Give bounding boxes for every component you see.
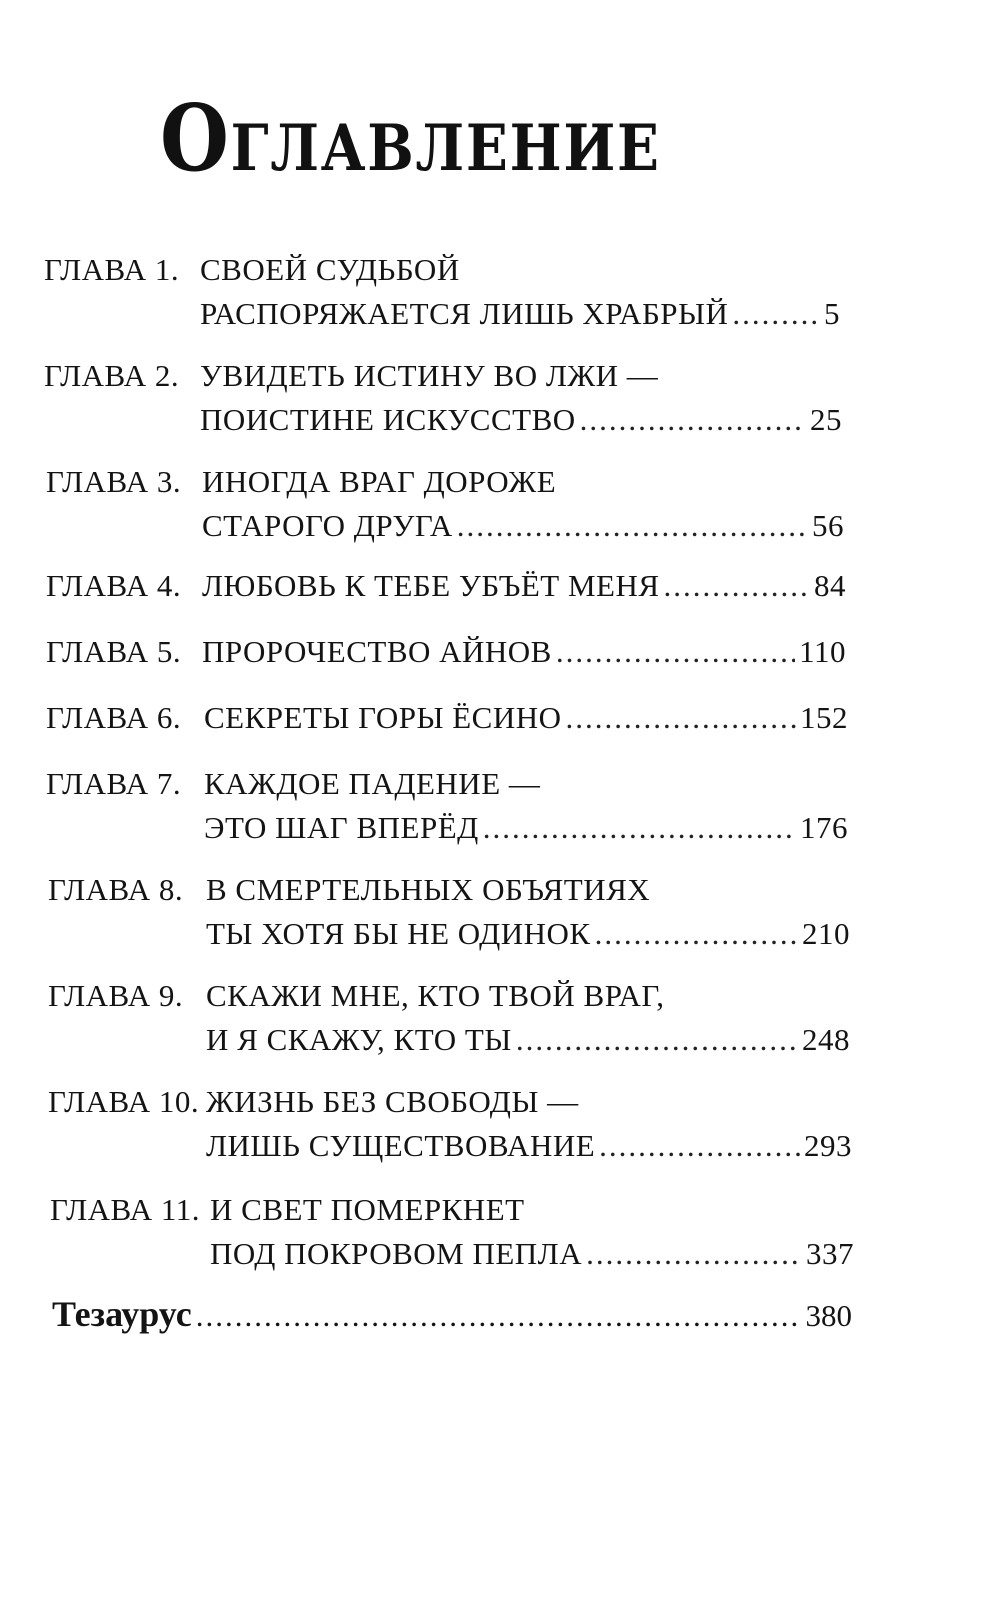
chapter-leader-line: [204, 808, 848, 848]
page-number: 5: [824, 296, 840, 331]
chapter-title-line-1: УВИДЕТЬ ИСТИНУ ВО ЛЖИ —: [200, 358, 659, 393]
thesaurus-label: Тезаурус: [52, 1294, 192, 1334]
chapter-label: ГЛАВА 2.: [44, 358, 180, 393]
page-number: 25: [810, 402, 842, 437]
page-number: 248: [802, 1022, 850, 1057]
chapter-leader-line: [206, 1126, 852, 1166]
chapter-title-line-2: СТАРОГО ДРУГА: [202, 508, 453, 543]
page-number: 380: [805, 1298, 852, 1333]
chapter-leader-line: [210, 1234, 854, 1274]
chapter-label: ГЛАВА 9.: [48, 978, 184, 1013]
dot-leader: [580, 400, 806, 440]
toc-entry-thesaurus[interactable]: [52, 1292, 852, 1338]
dot-leader: [483, 808, 796, 848]
toc-entry-chapter-5[interactable]: [0, 632, 1000, 676]
chapter-leader-line: [200, 400, 842, 440]
page-title: Оглавление: [160, 84, 661, 192]
chapter-title-line-1: СВОЕЙ СУДЬБОЙ: [200, 252, 460, 287]
chapter-leader-line: [204, 698, 848, 738]
chapter-leader-line: [206, 914, 850, 954]
chapter-label: ГЛАВА 5.: [46, 634, 182, 669]
page-number: 56: [812, 508, 844, 543]
page-number: 337: [806, 1236, 854, 1271]
chapter-label: ГЛАВА 7.: [46, 766, 182, 801]
toc-entry-chapter-4[interactable]: [0, 566, 1000, 610]
toc-entry-chapter-6[interactable]: [0, 698, 1000, 742]
chapter-title-line-2: ПОД ПОКРОВОМ ПЕПЛА: [210, 1236, 583, 1271]
chapter-title-line-2: ЭТО ШАГ ВПЕРЁД: [204, 810, 479, 845]
dot-leader: [732, 294, 820, 334]
page-number: 110: [799, 634, 846, 669]
chapter-title-line-1: КАЖДОЕ ПАДЕНИЕ —: [204, 766, 541, 801]
chapter-title-line-1: И СВЕТ ПОМЕРКНЕТ: [210, 1192, 525, 1227]
dot-leader: [556, 632, 795, 672]
chapter-title-line-2: ЛИШЬ СУЩЕСТВОВАНИЕ: [206, 1128, 596, 1163]
chapter-label: ГЛАВА 8.: [48, 872, 184, 907]
chapter-title-line-1: ЖИЗНЬ БЕЗ СВОБОДЫ —: [206, 1084, 579, 1119]
chapter-title-line-2: И Я СКАЖУ, КТО ТЫ: [206, 1022, 512, 1057]
chapter-title-line-2: РАСПОРЯЖАЕТСЯ ЛИШЬ ХРАБРЫЙ: [200, 296, 729, 331]
dot-leader: [566, 698, 796, 738]
page-number: 152: [800, 700, 848, 735]
chapter-leader-line: [202, 632, 846, 672]
chapter-label: ГЛАВА 6.: [46, 700, 182, 735]
toc-entry-chapter-11[interactable]: [0, 1190, 1000, 1280]
chapter-title-line-2: ТЫ ХОТЯ БЫ НЕ ОДИНОК: [206, 916, 591, 951]
chapter-label: ГЛАВА 10.: [48, 1084, 200, 1119]
chapter-title: СЕКРЕТЫ ГОРЫ ЁСИНО: [204, 700, 562, 735]
toc-entry-chapter-2[interactable]: [0, 356, 1000, 446]
page-number: 293: [804, 1128, 852, 1163]
dot-leader: [599, 1126, 800, 1166]
toc-entry-chapter-10[interactable]: [0, 1082, 1000, 1172]
toc-entry-chapter-9[interactable]: [0, 976, 1000, 1066]
page-number: 176: [800, 810, 848, 845]
dot-leader: [664, 566, 810, 606]
toc-entry-chapter-7[interactable]: [0, 764, 1000, 854]
dot-leader: [196, 1294, 802, 1338]
chapter-title-line-1: СКАЖИ МНЕ, КТО ТВОЙ ВРАГ,: [206, 978, 665, 1013]
dot-leader: [516, 1020, 798, 1060]
toc-entry-chapter-1[interactable]: [0, 250, 1000, 340]
chapter-leader-line: [206, 1020, 850, 1060]
toc-entry-chapter-8[interactable]: [0, 870, 1000, 960]
page-number: 210: [802, 916, 850, 951]
chapter-title-line-2: ПОИСТИНЕ ИСКУССТВО: [200, 402, 576, 437]
chapter-label: ГЛАВА 3.: [46, 464, 182, 499]
dot-leader: [457, 506, 808, 546]
dot-leader: [586, 1234, 802, 1274]
chapter-leader-line: [200, 294, 840, 334]
page-number: 84: [814, 568, 846, 603]
chapter-title: ПРОРОЧЕСТВО АЙНОВ: [202, 634, 552, 669]
chapter-label: ГЛАВА 4.: [46, 568, 182, 603]
chapter-label: ГЛАВА 1.: [44, 252, 180, 287]
chapter-title-line-1: ИНОГДА ВРАГ ДОРОЖЕ: [202, 464, 557, 499]
chapter-title: ЛЮБОВЬ К ТЕБЕ УБЪЁТ МЕНЯ: [202, 568, 660, 603]
dot-leader: [595, 914, 798, 954]
chapter-label: ГЛАВА 11.: [50, 1192, 200, 1227]
toc-entry-chapter-3[interactable]: [0, 462, 1000, 552]
chapter-title-line-1: В СМЕРТЕЛЬНЫХ ОБЪЯТИЯХ: [206, 872, 651, 907]
chapter-leader-line: [202, 506, 844, 546]
chapter-leader-line: [202, 566, 846, 606]
